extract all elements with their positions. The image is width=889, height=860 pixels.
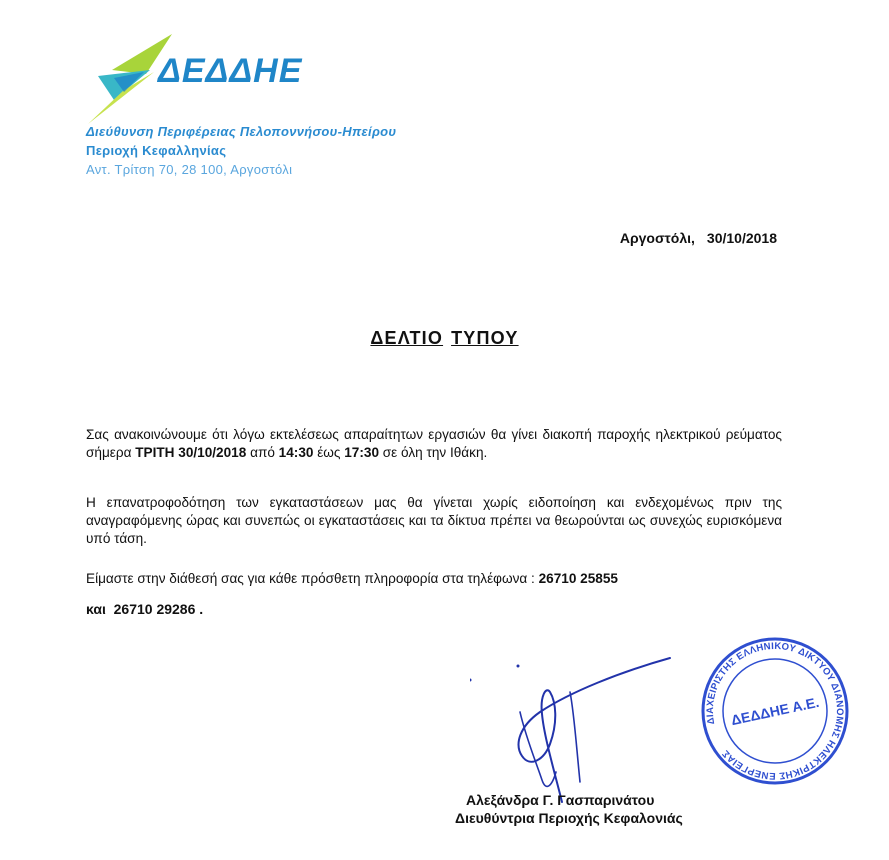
signatory-name: Αλεξάνδρα Γ. Γασπαρινάτου [466,792,655,808]
phone-number-1: 26710 25855 [538,571,618,586]
company-logo-wordmark: ΔΕΔΔΗΕ [158,52,303,90]
p1-text-d: σε όλη την Ιθάκη. [379,445,488,460]
title-word-2: ΤΥΠΟΥ [451,328,519,348]
paragraph-contact [86,570,786,588]
title-word-1: ΔΕΛΤΙΟ [370,328,444,348]
outage-end-time: 17:30 [344,445,380,460]
outage-day: ΤΡΙΤΗ 30/10/2018 [135,445,247,460]
header-region: Περιοχή Κεφαλληνίας [86,143,227,158]
document-date [620,230,777,246]
p3-text: Είμαστε στην διάθεσή σας για κάθε πρόσθετη πληροφορία στα τηλέφωνα : [86,571,539,586]
date-place: Αργοστόλι, [619,230,695,246]
stamp-ring-text: ΔΙΑΧΕΙΡΙΣΤΗΣ ΕΛΛΗΝΙΚΟΥ ΔΙΚΤΥΟΥ ΔΙΑΝΟΜΗΣ ΗΛΕΚΤΡΙΚΗΣ ΕΝΕΡΓΕΙΑΣ [704,640,846,782]
paragraph-outage-notice [86,426,782,462]
document-title [0,328,889,349]
p4-prefix: και [86,601,106,617]
outage-start-time: 14:30 [278,445,314,460]
official-stamp [696,636,854,786]
p1-text-c: έως [313,445,345,460]
paragraph-contact-cont [86,600,782,618]
p1-text-b: από [246,445,279,460]
paragraph-restoration-warning: Η επανατροφοδότηση των εγκαταστάσεων μας θα γίνεται χωρίς ειδοποίηση και ενδεχομένως πριν της αναγραφόμενης ώρας και συνεπώς οι εγκαταστάσεις και τα δίκτυα πρέπει να θεωρούνται ως συνεχώς ευρισκόμενα υπό τάση. [86,495,782,546]
handwritten-signature [470,652,690,812]
signatory-role: Διευθύντρια Περιοχής Κεφαλονιάς [455,810,683,826]
p1-text-a: Σας ανακοινώνουμε ότι λόγω εκτελέσεως απαραίτητων εργασιών θα γίνει διακοπή παροχής ηλεκτρικού ρεύματος σήμερα [86,427,782,460]
phone-number-2: 26710 29286 . [113,601,204,617]
date-value: 30/10/2018 [706,230,777,246]
header-address: Αντ. Τρίτση 70, 28 100, Αργοστόλι [86,162,293,177]
header-division: Διεύθυνση Περιφέρειας Πελοποννήσου-Ηπείρου [86,124,397,139]
stamp-center-text: ΔΕΔΔΗΕ Α.Ε. [729,693,821,729]
